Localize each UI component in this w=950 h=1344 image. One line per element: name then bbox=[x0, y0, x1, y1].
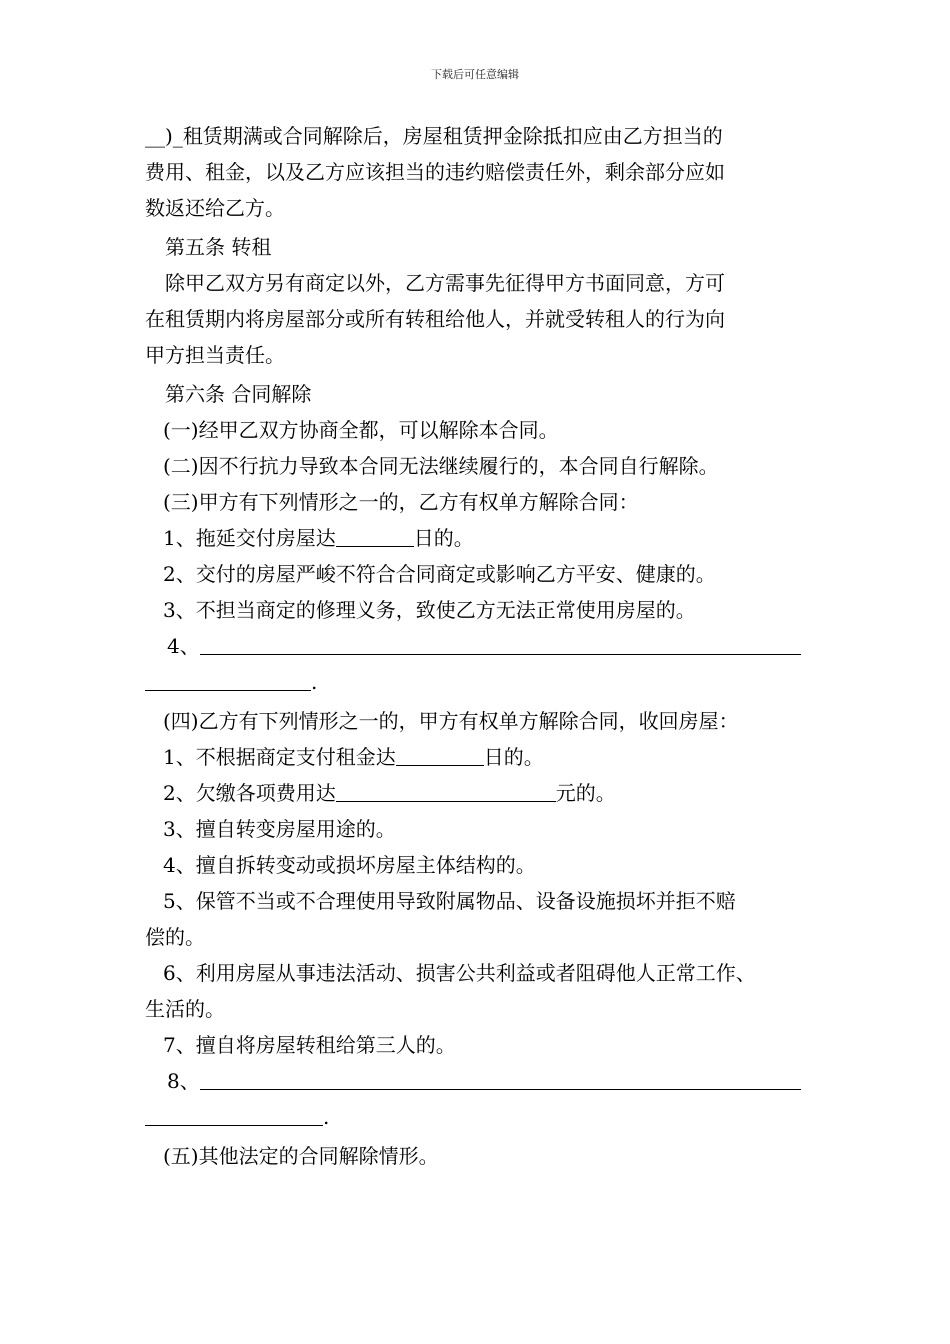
clause-4-item-3: 3、擅自转变房屋用途的。 bbox=[163, 817, 396, 841]
fill-in-blank[interactable] bbox=[396, 743, 484, 766]
clause-4-item-5: 5、保管不当或不合理使用导致附属物品、设备设施损坏并拒不赔 bbox=[163, 889, 736, 913]
clause-3-item-3: 3、不担当商定的修理义务，致使乙方无法正常使用房屋的。 bbox=[163, 598, 696, 622]
article-5-title: 第五条 转租 bbox=[165, 235, 272, 259]
document-body bbox=[145, 118, 810, 1174]
clause-4-item-8-cont: . bbox=[145, 1099, 810, 1135]
clause-5: (五)其他法定的合同解除情形。 bbox=[163, 1144, 439, 1168]
paragraph-line: 在租赁期内将房屋部分或所有转租给他人，并就受转租人的行为向 bbox=[145, 307, 725, 331]
clause-3-item-4: 4、 bbox=[145, 628, 810, 664]
fill-in-blank[interactable] bbox=[200, 632, 801, 655]
clause-4: (四)乙方有下列情形之一的，甲方有权单方解除合同，收回房屋： bbox=[163, 709, 739, 733]
clause-4-item-1: 1、不根据商定支付租金达 日的。 bbox=[163, 745, 544, 769]
paragraph-line: 数返还给乙方。 bbox=[145, 196, 285, 220]
clause-4-item-6-cont: 生活的。 bbox=[145, 997, 225, 1021]
clause-3-item-2: 2、交付的房屋严峻不符合合同商定或影响乙方平安、健康的。 bbox=[163, 562, 716, 586]
paragraph-line: __)_租赁期满或合同解除后，房屋租赁押金除抵扣应由乙方担当的 bbox=[145, 124, 723, 148]
paragraph-line: 甲方担当责任。 bbox=[145, 343, 285, 367]
fill-in-blank[interactable] bbox=[145, 1103, 323, 1126]
clause-4-item-2: 2、欠缴各项费用达 元的。 bbox=[163, 781, 616, 805]
clause-4-item-4: 4、擅自拆转变动或损坏房屋主体结构的。 bbox=[163, 853, 536, 877]
blank-prefix: __)_ bbox=[145, 124, 183, 148]
fill-in-blank[interactable] bbox=[336, 779, 556, 802]
page-header: 下载后可任意编辑 bbox=[431, 68, 519, 81]
clause-3-item-4-cont: . bbox=[145, 664, 810, 700]
clause-3-item-1: 1、拖延交付房屋达 日的。 bbox=[163, 526, 474, 550]
clause-4-item-6: 6、利用房屋从事违法活动、损害公共利益或者阻碍他人正常工作、 bbox=[163, 961, 756, 985]
paragraph-line: 费用、租金，以及乙方应该担当的违约赔偿责任外，剩余部分应如 bbox=[145, 160, 725, 184]
fill-in-blank[interactable] bbox=[200, 1067, 801, 1090]
clause-4-item-8: 8、 bbox=[145, 1063, 810, 1099]
clause-4-item-7: 7、擅自将房屋转租给第三人的。 bbox=[163, 1033, 456, 1057]
paragraph-line: 除甲乙双方另有商定以外，乙方需事先征得甲方书面同意，方可 bbox=[165, 271, 725, 295]
article-6-title: 第六条 合同解除 bbox=[165, 382, 312, 406]
clause-2: (二)因不行抗力导致本合同无法继续履行的，本合同自行解除。 bbox=[163, 454, 719, 478]
fill-in-blank[interactable] bbox=[336, 524, 414, 547]
clause-4-item-5-cont: 偿的。 bbox=[145, 925, 205, 949]
clause-1: (一)经甲乙双方协商全都，可以解除本合同。 bbox=[163, 418, 559, 442]
fill-in-blank[interactable] bbox=[145, 668, 311, 691]
clause-3: (三)甲方有下列情形之一的，乙方有权单方解除合同： bbox=[163, 490, 639, 514]
